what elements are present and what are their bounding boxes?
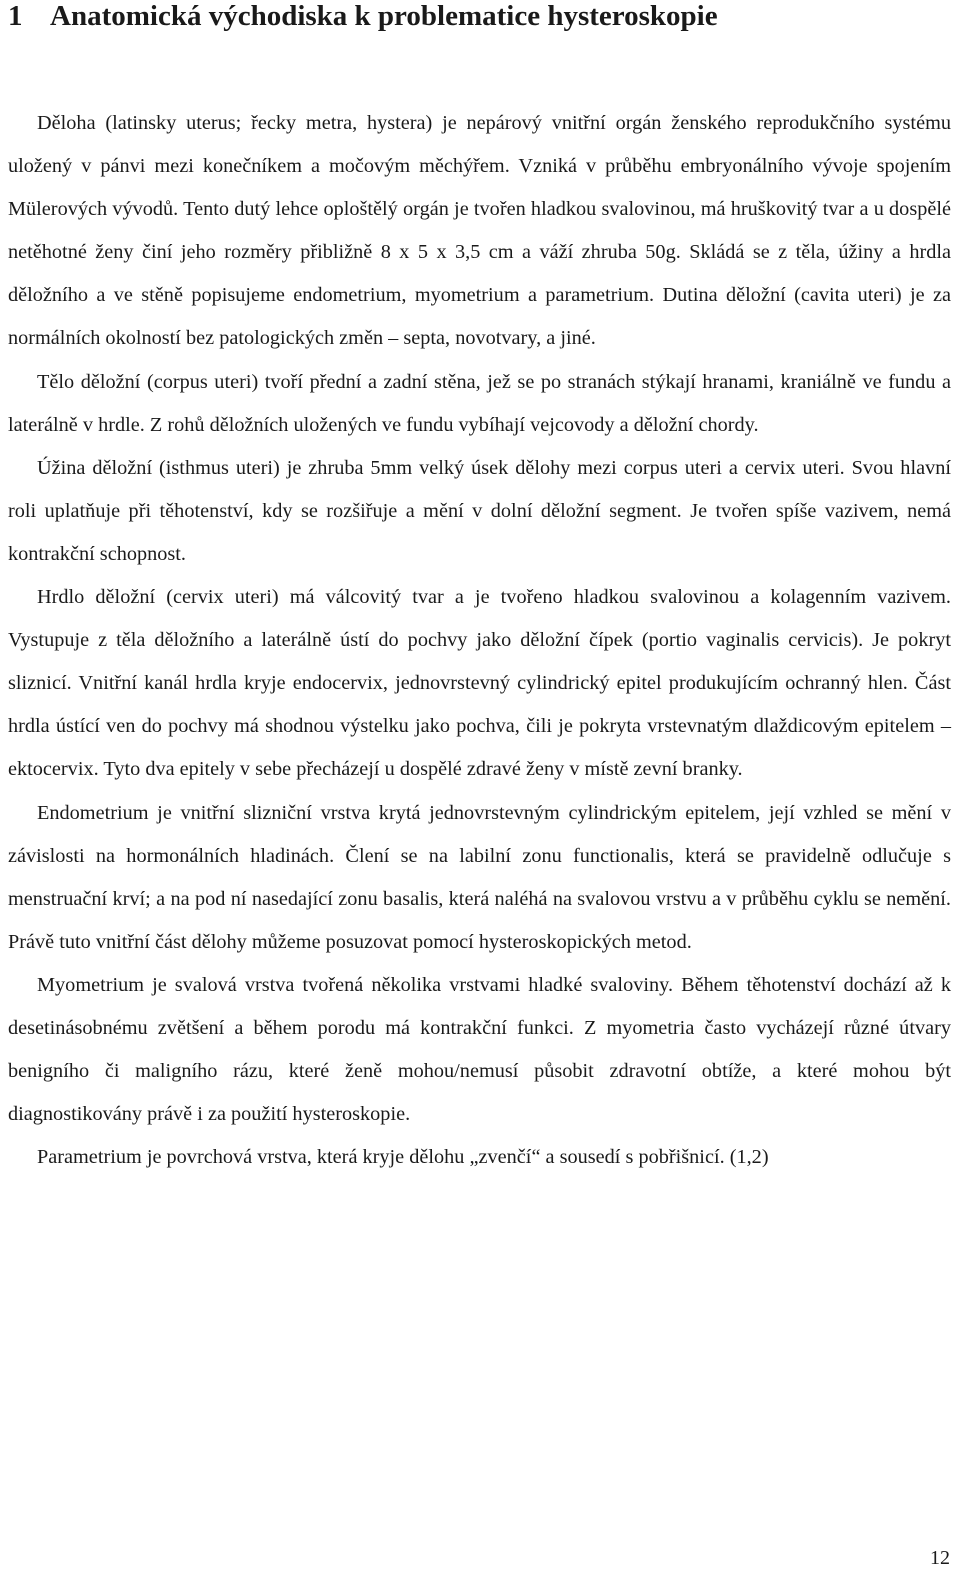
page-number: 12 xyxy=(930,1547,950,1569)
paragraph-myometrium: Myometrium je svalová vrstva tvořená několika vrstvami hladké svaloviny. Během těhotenství dochází až k desetinásobnému zvětšení a během porodu má kontrakční funkci. Z myometria často vycházejí různé útvary benigního či maligního rázu, které ženě mohou/nemusí působit zdravotní obtíže, a které mohou být diagnostikovány právě i za použití hysteroskopie. xyxy=(8,973,951,1126)
body-text xyxy=(8,102,951,1179)
paragraph-isthmus-uteri: Úžina děložní (isthmus uteri) je zhruba 5mm velký úsek dělohy mezi corpus uteri a cervix uteri. Svou hlavní roli uplatňuje při těhotenství, kdy se rozšiřuje a mění v dolní děložní segment. Je tvořen spíše vazivem, nemá kontrakční schopnost. xyxy=(8,456,951,565)
paragraph-corpus-uteri: Tělo děložní (corpus uteri) tvoří přední a zadní stěna, jež se po stranách stýkají hranami, kraniálně ve fundu a laterálně v hrdle. Z rohů děložních uložených ve fundu vybíhají vejcovody a děložní chordy. xyxy=(8,370,951,436)
chapter-title: Anatomická východiska k problematice hysteroskopie xyxy=(50,0,718,32)
paragraph-parametrium: Parametrium je povrchová vrstva, která kryje dělohu „zvenčí“ a sousedí s pobřišnicí. (1,2) xyxy=(37,1146,769,1169)
paragraph-cervix-uteri: Hrdlo děložní (cervix uteri) má válcovitý tvar a je tvořeno hladkou svalovinou a kolagenním vazivem. Vystupuje z těla děložního a laterálně ústí do pochvy jako děložní čípek (portio vaginalis cervicis). Je pokryt sliznicí. Vnitřní kanál hrdla kryje endocervix, jednovrstevný cylindrický epitel produkujícím ochranný hlen. Část hrdla ústící ven do pochvy má shodnou výstelku jako pochva, čili je pokryta vrstevnatým dlaždicovým epitelem – ektocervix. Tyto dva epitely v sebe přecházejí u dospělé zdravé ženy v místě zevní branky. xyxy=(8,586,951,781)
chapter-number: 1 xyxy=(8,0,23,32)
paragraph-uterus-intro: Děloha (latinsky uterus; řecky metra, hystera) je nepárový vnitřní orgán ženského reprodukčního systému uložený v pánvi mezi konečníkem a močovým měchýřem. Vzniká v průběhu embryonálního vývoje spojením Mülerových vývodů. Tento dutý lehce oploštělý orgán je tvořen hladkou svalovinou, má hruškovitý tvar a u dospělé netěhotné ženy činí jeho rozměry přibližně 8 x 5 x 3,5 cm a váží zhruba 50g. Skládá se z těla, úžiny a hrdla děložního a ve stěně popisujeme endometrium, myometrium a parametrium. Dutina děložní (cavita uteri) je za normálních okolností bez patologických změn – septa, novotvary, a jiné. xyxy=(8,112,951,350)
paragraph-endometrium: Endometrium je vnitřní slizniční vrstva krytá jednovrstevným cylindrickým epitelem, její vzhled se mění v závislosti na hormonálních hladinách. Člení se na labilní zonu functionalis, která se pravidelně odlučuje s menstruační krví; a na pod ní nasedající zonu basalis, která naléhá na svalovou vrstvu a v průběhu cyklu se nemění. Právě tuto vnitřní část dělohy můžeme posuzovat pomocí hysteroskopických metod. xyxy=(8,801,951,953)
chapter-heading xyxy=(8,0,718,38)
